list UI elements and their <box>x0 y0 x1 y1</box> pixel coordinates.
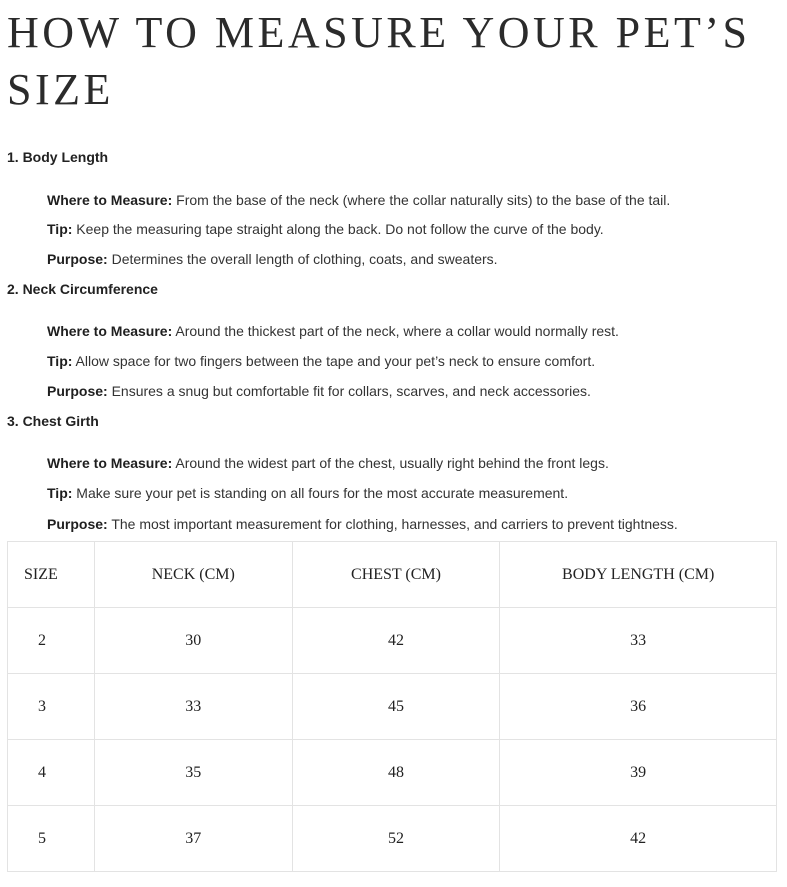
detail-text: Allow space for two fingers between the tape and your pet’s neck to ensure comfort. <box>72 353 596 369</box>
table-row <box>8 674 777 740</box>
cell-body-length: 42 <box>500 806 777 872</box>
detail-where-to-measure <box>47 323 619 339</box>
table-row <box>8 608 777 674</box>
section-heading-neck-circumference: 2. Neck Circumference <box>7 281 158 297</box>
detail-text: Keep the measuring tape straight along the back. Do not follow the curve of the body. <box>72 221 604 237</box>
cell-body-length: 33 <box>500 608 777 674</box>
detail-label: Purpose: <box>47 251 108 267</box>
detail-label: Tip: <box>47 221 73 237</box>
header-size: SIZE <box>8 542 95 608</box>
cell-size: 2 <box>8 608 95 674</box>
cell-body-length: 39 <box>500 740 777 806</box>
detail-text: Determines the overall length of clothing, coats, and sweaters. <box>107 251 498 267</box>
table-row <box>8 740 777 806</box>
cell-size: 5 <box>8 806 95 872</box>
cell-neck: 33 <box>94 674 292 740</box>
cell-neck: 30 <box>94 608 292 674</box>
section-heading-chest-girth: 3. Chest Girth <box>7 413 99 429</box>
page-title: HOW TO MEASURE YOUR PET’S SIZE <box>7 8 751 114</box>
cell-chest: 45 <box>292 674 500 740</box>
cell-neck: 35 <box>94 740 292 806</box>
detail-label: Tip: <box>47 485 73 501</box>
detail-purpose <box>47 383 591 399</box>
detail-label: Tip: <box>47 353 73 369</box>
detail-label: Where to Measure: <box>47 323 173 339</box>
detail-tip <box>47 353 595 369</box>
detail-purpose <box>47 516 678 532</box>
detail-text: From the base of the neck (where the collar naturally sits) to the base of the tail. <box>172 192 671 208</box>
table-header-row <box>8 542 777 608</box>
detail-tip <box>47 485 568 501</box>
header-chest: CHEST (CM) <box>292 542 500 608</box>
table-row <box>8 806 777 872</box>
size-chart-table <box>7 541 777 872</box>
detail-purpose <box>47 251 498 267</box>
header-neck: NECK (CM) <box>94 542 292 608</box>
detail-label: Purpose: <box>47 383 108 399</box>
detail-where-to-measure <box>47 192 670 208</box>
section-heading-body-length: 1. Body Length <box>7 149 109 165</box>
detail-where-to-measure <box>47 455 609 471</box>
header-body-length: BODY LENGTH (CM) <box>500 542 777 608</box>
cell-chest: 42 <box>292 608 500 674</box>
detail-label: Where to Measure: <box>47 192 173 208</box>
detail-tip <box>47 221 604 237</box>
detail-text: Around the widest part of the chest, usually right behind the front legs. <box>172 455 609 471</box>
cell-size: 3 <box>8 674 95 740</box>
cell-chest: 48 <box>292 740 500 806</box>
cell-body-length: 36 <box>500 674 777 740</box>
detail-text: Make sure your pet is standing on all fours for the most accurate measurement. <box>72 485 569 501</box>
detail-text: Around the thickest part of the neck, where a collar would normally rest. <box>172 323 619 339</box>
cell-size: 4 <box>8 740 95 806</box>
cell-neck: 37 <box>94 806 292 872</box>
cell-chest: 52 <box>292 806 500 872</box>
detail-text: The most important measurement for clothing, harnesses, and carriers to prevent tightness. <box>107 516 678 532</box>
detail-label: Where to Measure: <box>47 455 173 471</box>
detail-text: Ensures a snug but comfortable fit for collars, scarves, and neck accessories. <box>107 383 591 399</box>
detail-label: Purpose: <box>47 516 108 532</box>
